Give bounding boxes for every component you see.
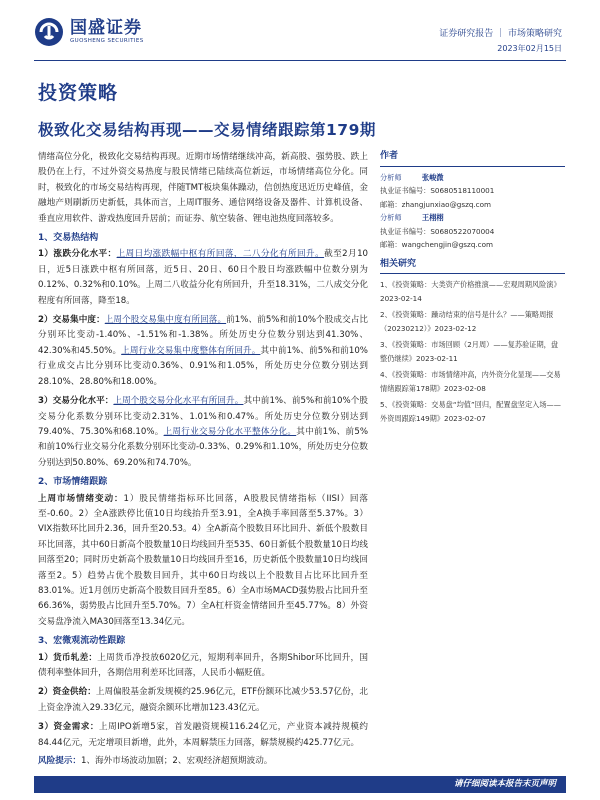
s1-p2-highlight-2: 上周行业交易集中度整体有所回升。 <box>121 345 261 356</box>
s3-paragraph-2 <box>38 685 368 716</box>
s2-body: 1）股民情绪指标环比回落，A股股民情绪指标（IISI）回落至-0.60。2）全A涨跌停比值10日均线抬升至3.91，全A换手率回落至5.37%。3）VIX指数环比回升2.36，回升至20.53。4）全A新高个股数目环比回升、新低个股数目环比回落，其中60日新高个股数量10日均线回升至535、60日新低个股数量10日均线回落至20；同时历史新高个股数量10日均线回升至16，历史新低个股数量10日均线回落至2。5）趋势占优个股数目回升，其中60日均线以上个股数目占比环比回升至83.01%。近1月创历史新高个股数目回升至85。6）全A市场MACD强势股占比回升至66.36%，弱势股占比回升至5.70%。7）全A杠杆资金情绪回升至45.77%。8）外资交易盘净流入MA30回落至13.34亿元。 <box>38 493 368 627</box>
footer-disclaimer-bar: 请仔细阅读本报告末页声明 <box>34 776 566 793</box>
s1-p2-highlight: 上周个股交易集中度有所回落。 <box>104 315 227 326</box>
logo-chinese-name: 国盛证券 <box>70 17 142 38</box>
author-heading: 作者 <box>380 150 565 167</box>
analyst-1-email[interactable]: 邮箱：zhangjunxiao@gszq.com <box>380 199 492 209</box>
s1-paragraph-2 <box>38 313 368 390</box>
document-title: 极致化交易结构再现——交易情绪跟踪第179期 <box>38 121 376 139</box>
analyst-2-email[interactable]: 邮箱：wangchengjin@gszq.com <box>380 240 494 249</box>
analyst-2-cert: 执业证书编号：S0680522070004 <box>380 226 495 236</box>
s3-p3-body: 上周IPO新增5家，首发融资规模116.24亿元，产业资本减持规模约84.44亿元，无定增项目新增，此外，本周解禁压力回落，解禁规模约425.77亿元。 <box>38 722 368 748</box>
related-item[interactable]: 1、《投资策略：大类资产价格推演——宏观周期风险演》2023-02-14 <box>380 280 561 303</box>
s1-p3-highlight-2: 上周行业交易分化水平整体分化。 <box>163 426 297 437</box>
analyst-2 <box>380 211 565 225</box>
s1-p1-highlight: 上周日均涨跌幅中枢有所回落，二八分化有所回升。 <box>116 249 325 260</box>
s3-p2-body: 上周偏股基金新发规模约25.96亿元，ETF份额环比减少53.57亿份，北上资金净流入29.33亿元，融资余额环比增加123.43亿元。 <box>38 687 369 713</box>
s3-paragraph-1 <box>38 651 368 682</box>
section-title: 投资策略 <box>38 82 119 104</box>
risk-warning <box>38 754 566 766</box>
related-item[interactable]: 4、《投资策略：市场情绪冲高，内外资分化显现——交易情绪跟踪第178期》2023-02-08 <box>380 370 561 393</box>
section-1-heading: 1、交易热结构 <box>38 233 99 244</box>
s3-paragraph-3 <box>38 720 368 751</box>
risk-lead: 风险提示： <box>38 756 81 766</box>
s1-p3-body-2: 其中前1%、前5%和前10%行业交易分化系数分别环比变动-0.33%、0.29%和1.10%，所处历史分位数分别达到50.80%、69.20%和74.70%。 <box>38 426 368 468</box>
s1-paragraph-3 <box>38 394 368 471</box>
related-research-heading: 相关研究 <box>380 258 565 275</box>
s2-lead: 上周市场情绪变动： <box>38 493 124 504</box>
related-item[interactable]: 3、《投资策略：市场回顾（2月周）——复苏验证期，盘整仍继续》2023-02-11 <box>380 340 559 363</box>
s3-p1-body: 上周货币净投放6020亿元，短期利率回升，各期Shibor环比回升，国债利率整体回升，各期信用利差环比回落，人民币小幅贬值。 <box>38 652 368 678</box>
analyst-2-role: 分析师 <box>380 213 402 222</box>
report-date: 2023年02月15日 <box>497 44 562 53</box>
company-logo <box>34 17 144 47</box>
s1-p1-lead: 1）涨跌分化水平： <box>38 249 117 260</box>
section-3-heading: 3、宏微观流动性跟踪 <box>38 636 126 647</box>
s2-paragraph <box>38 492 368 631</box>
s1-p2-lead: 2）交易集中度： <box>38 315 105 326</box>
s1-p2-body: 前1%、前5%和前10%个股成交占比分别环比变动-1.40%、-1.51%和-1.38%。所处历史分位数分别达到41.30%、42.30%和45.50%。 <box>38 315 368 356</box>
related-item[interactable]: 2、《投资策略：躁动结束的信号是什么？——策略周报（20230212）》2023-02-12 <box>380 310 554 333</box>
s1-paragraph-1 <box>38 247 368 309</box>
header-divider <box>34 60 566 61</box>
analyst-1-name: 张峻溦 <box>422 172 444 182</box>
related-research-list <box>380 278 565 425</box>
section-2-heading: 2、市场情绪跟踪 <box>38 477 108 488</box>
report-type: 证券研究报告 ｜ 市场策略研究 <box>439 29 562 39</box>
s3-p2-lead: 2）资金供给： <box>38 687 96 698</box>
intro-paragraph: 情绪高位分化，极致化交易结构再现。近期市场情绪继续冲高，新高股、强势股、跌上股仍在上行，不过外资交易热度与股民情绪已陆续高位新远，市场情绪高位分化。同时，极致化的市场交易结构再现，伴随TMT板块集体躁动，信创热度迅近历史峰值，金融地产则刷新历史新低，具体而言，上周IT服务、通信网络设备及器件、计算机设备、垂直应用软件、游戏热度回升居前；而证券、航空装备、锂电池热度回落较多。 <box>38 152 368 224</box>
s1-p1-body: 截至2月10日，近5日涨跌中枢有所回落，近5日、20日、60日个股日均涨跌幅中位数分别为0.12%、0.32%和0.10%。上周二八收益分化有所回升，升至18.31%，二八成交分化程度有所回落，降至18。 <box>38 249 369 306</box>
related-item[interactable]: 5、《投资策略：交易盘“均值”回归，配置盘坚定入场——外资周跟踪149期》2023-02-07 <box>380 400 561 423</box>
analyst-1-cert: 执业证书编号：S0680518110001 <box>380 186 495 195</box>
s3-p1-lead: 1）货币轧差： <box>38 652 98 663</box>
logo-english-name: GUOSHENG SECURITIES <box>70 37 144 44</box>
s1-p3-body: 其中前1%、前5%和前10%个股交易分化系数分别环比变动2.31%、1.01%和0.47%。所处历史分位数分别达到79.40%、75.30%和68.10%。 <box>38 396 368 437</box>
analyst-1 <box>380 171 565 185</box>
report-header <box>0 0 600 58</box>
s3-p3-lead: 3）资金需求： <box>38 722 99 733</box>
s1-p3-lead: 3）交易分化水平： <box>38 396 114 407</box>
s1-p3-highlight: 上周个股交易分化水平有所回升。 <box>113 396 244 407</box>
risk-text: 1、海外市场波动加剧；2、宏观经济超预期波动。 <box>80 756 273 766</box>
analyst-2-name: 王栩栩 <box>422 213 444 222</box>
s1-p2-body-2: 其中前1%、前5%和前10%行业成交占比分别环比变动0.36%、0.91%和1.05%，所处历史分位数分别达到28.10%、28.80%和18.00%。 <box>38 345 368 387</box>
main-column <box>38 150 368 755</box>
guosheng-logo-icon <box>34 17 64 47</box>
analyst-1-role: 分析师 <box>380 172 402 182</box>
sidebar <box>380 150 565 428</box>
